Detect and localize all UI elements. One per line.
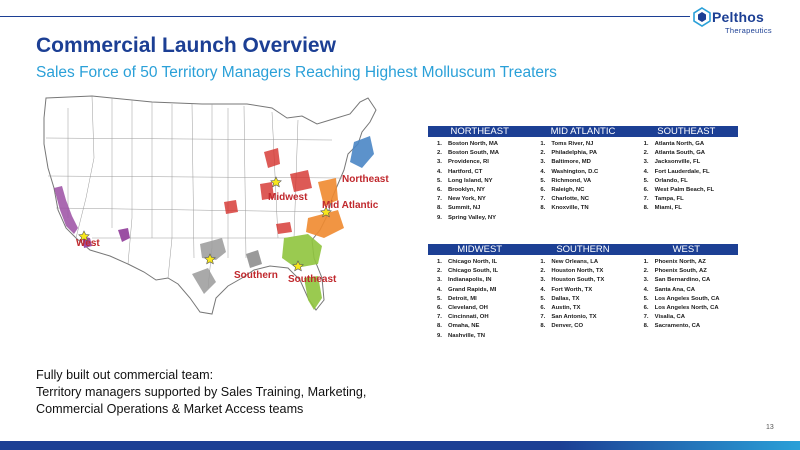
list-item: 3. Providence, RI bbox=[437, 159, 489, 166]
footer-line: Commercial Operations & Market Access teams bbox=[36, 402, 304, 416]
us-territory-map bbox=[32, 88, 402, 336]
list-item: 4. Hartford, CT bbox=[437, 168, 483, 175]
list-item: 7. Cincinnati, OH bbox=[437, 314, 489, 321]
list-item: 2. Phoenix South, AZ bbox=[643, 268, 707, 275]
list-item: 5. Detroit, MI bbox=[437, 295, 477, 302]
list-item: 5. Richmond, VA bbox=[540, 177, 592, 184]
list-item: 7. Charlotte, NC bbox=[540, 196, 589, 203]
footer-line: Territory managers supported by Sales Training, Marketing, bbox=[36, 385, 367, 399]
list-item: 4. Fort Lauderdale, FL bbox=[643, 168, 710, 175]
list-item: 4. Washington, D.C bbox=[540, 168, 599, 175]
column-northeast bbox=[428, 140, 531, 223]
header-mid-atlantic: MID ATLANTIC bbox=[550, 126, 616, 137]
column-southeast bbox=[635, 140, 738, 223]
territory-table-west bbox=[428, 244, 738, 341]
list-item: 1. Chicago North, IL bbox=[437, 259, 498, 265]
header-west: WEST bbox=[672, 244, 701, 255]
list-item: 1. Toms River, NJ bbox=[540, 141, 594, 147]
page-number: 13 bbox=[766, 424, 774, 431]
list-item: 4. Grand Rapids, MI bbox=[437, 286, 497, 293]
list-item: 8. Knoxville, TN bbox=[540, 205, 589, 212]
column-southern bbox=[531, 258, 634, 341]
footer-bar bbox=[0, 441, 800, 450]
map-label-midwest: Midwest bbox=[268, 192, 308, 203]
list-item: 2. Houston North, TX bbox=[540, 268, 604, 275]
list-item: 3. San Bernardino, CA bbox=[643, 277, 711, 284]
list-item: 5. Long Island, NY bbox=[437, 177, 493, 184]
list-item: 6. Cleveland, OH bbox=[437, 305, 488, 312]
list-item: 7. Tampa, FL bbox=[643, 196, 684, 203]
footer-line: Fully built out commercial team: bbox=[36, 368, 214, 382]
column-west bbox=[635, 258, 738, 341]
list-item: 6. Austin, TX bbox=[540, 305, 581, 312]
logo-mark-icon bbox=[692, 7, 712, 27]
list-item: 7. San Antonio, TX bbox=[540, 314, 597, 321]
list-item: 7. Visalia, CA bbox=[643, 314, 685, 321]
header-northeast: NORTHEAST bbox=[450, 126, 509, 137]
list-item: 3. Houston South, TX bbox=[540, 277, 605, 284]
map-label-southern: Southern bbox=[234, 270, 278, 281]
list-item: 6. Brooklyn, NY bbox=[437, 187, 485, 194]
list-item: 1. Phoenix North, AZ bbox=[643, 259, 706, 265]
list-item: 5. Orlando, FL bbox=[643, 177, 688, 184]
header-rule bbox=[0, 16, 690, 17]
company-logo bbox=[700, 4, 796, 40]
list-item: 3. Baltimore, MD bbox=[540, 159, 591, 166]
map-label-northeast: Northeast bbox=[342, 174, 389, 185]
logo-subtitle: Therapeutics bbox=[725, 26, 772, 35]
list-item: 6. West Palm Beach, FL bbox=[643, 187, 715, 194]
table-header bbox=[428, 244, 738, 255]
list-item: 1. Boston North, MA bbox=[437, 141, 499, 147]
column-midwest bbox=[428, 258, 531, 341]
list-item: 4. Santa Ana, CA bbox=[643, 286, 696, 293]
list-item: 6. Raleigh, NC bbox=[540, 187, 585, 194]
list-item: 8. Summit, NJ bbox=[437, 205, 481, 212]
list-item: 1. Atlanta North, GA bbox=[643, 141, 705, 147]
map-label-west: West bbox=[76, 238, 100, 249]
footer-notes bbox=[36, 367, 366, 418]
territory-table-east bbox=[428, 126, 738, 223]
list-item: 1. New Orleans, LA bbox=[540, 259, 599, 265]
list-item: 2. Boston South, MA bbox=[437, 150, 500, 157]
page-title: Commercial Launch Overview bbox=[36, 34, 336, 57]
list-item: 4. Fort Worth, TX bbox=[540, 286, 593, 293]
list-item: 9. Spring Valley, NY bbox=[437, 214, 497, 221]
list-item: 7. New York, NY bbox=[437, 196, 486, 203]
list-item: 2. Atlanta South, GA bbox=[643, 150, 706, 157]
map-label-mid-atlantic: Mid Atlantic bbox=[322, 200, 379, 211]
list-item: 3. Indianapolis, IN bbox=[437, 277, 492, 284]
header-southern: SOUTHERN bbox=[556, 244, 610, 255]
list-item: 5. Los Angeles South, CA bbox=[643, 295, 720, 302]
table-header bbox=[428, 126, 738, 137]
list-item: 8. Omaha, NE bbox=[437, 323, 480, 330]
map-label-southeast: Southeast bbox=[288, 274, 337, 285]
list-item: 8. Sacramento, CA bbox=[643, 323, 701, 330]
list-item: 6. Los Angeles North, CA bbox=[643, 305, 719, 312]
page-subtitle: Sales Force of 50 Territory Managers Reaching Highest Molluscum Treaters bbox=[36, 64, 557, 81]
header-southeast: SOUTHEAST bbox=[657, 126, 716, 137]
column-mid-atlantic bbox=[531, 140, 634, 223]
list-item: 9. Nashville, TN bbox=[437, 332, 485, 339]
list-item: 2. Chicago South, IL bbox=[437, 268, 499, 275]
header-midwest: MIDWEST bbox=[457, 244, 503, 255]
list-item: 8. Denver, CO bbox=[540, 323, 584, 330]
logo-name: Pelthos bbox=[712, 9, 764, 25]
list-item: 3. Jacksonville, FL bbox=[643, 159, 701, 166]
list-item: 2. Philadelphia, PA bbox=[540, 150, 598, 157]
list-item: 8. Miami, FL bbox=[643, 205, 682, 212]
list-item: 5. Dallas, TX bbox=[540, 295, 580, 302]
